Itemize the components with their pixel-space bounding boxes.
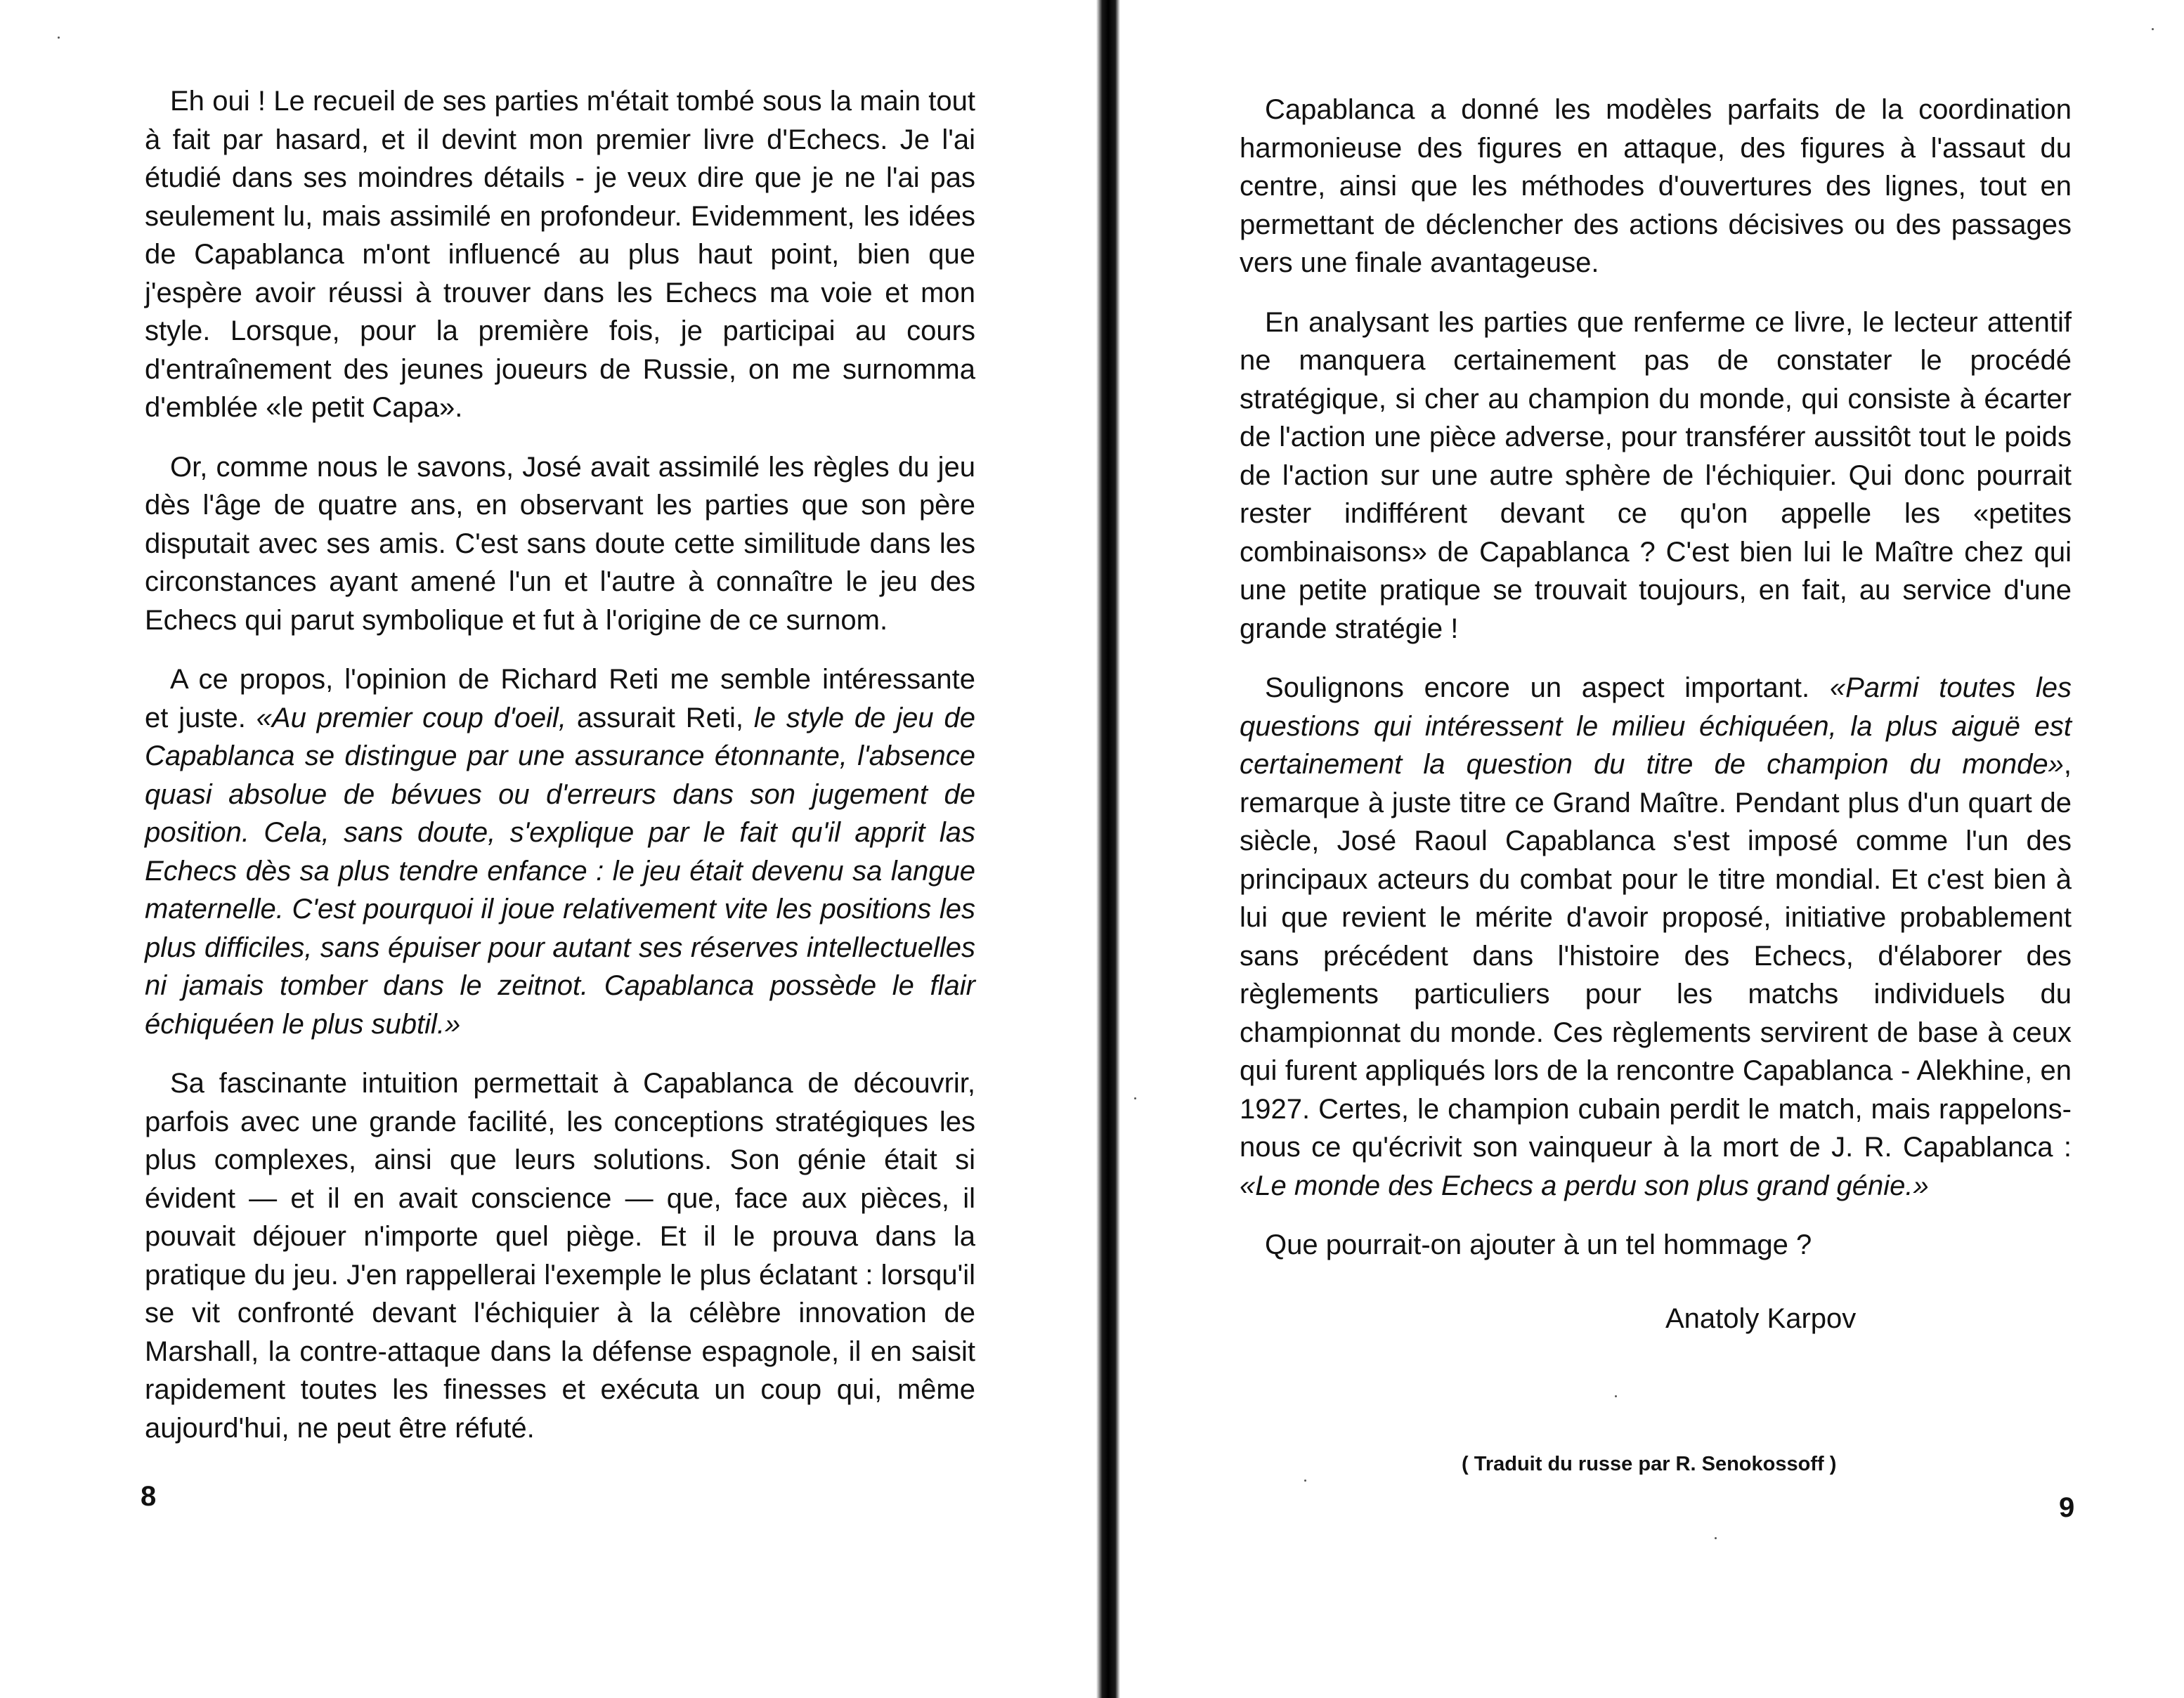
aspect-intro-text: Soulignons encore un aspect important. xyxy=(1265,672,1830,703)
scan-speck xyxy=(2152,28,2154,30)
reti-intro-text: A ce propos, l'opinion de Richard Reti me semble intéressante et juste. xyxy=(145,664,975,733)
scan-speck xyxy=(58,37,60,39)
scan-speck xyxy=(1715,1537,1717,1539)
scan-speck xyxy=(1304,1480,1306,1482)
left-paragraph-3 xyxy=(145,660,975,1043)
left-paragraph-1: Eh oui ! Le recueil de ses parties m'était tombé sous la main tout à fait par hasard, et il devint mon premier livre d'Echecs. Je l'ai étudié dans ses moindres détails - je veux dire que je ne l'ai pas seulement lu, mais assimilé en profondeur. Evidemment, les idées de Capablanca m'ont influencé au plus haut point, bien que j'espère avoir réussi à trouver dans les Echecs ma voie et mon style. Lorsque, pour la première fois, je participai au cours d'entraînement des jeunes joueurs de Russie, on me surnomma d'emblée «le petit Capa». xyxy=(145,86,975,423)
right-paragraph-1: Capablanca a donné les modèles parfaits de la coordination harmonieuse des figures en attaque, des figures à l'assaut du centre, ainsi que les méthodes d'ouvertures des lignes, tout en permettant de déclencher des actions décisives ou des passages vers une finale avantageuse. xyxy=(1240,94,2072,278)
translator-note: ( Traduit du russe par R. Senokossoff ) xyxy=(1462,1453,1837,1475)
author-signature: Anatoly Karpov xyxy=(1665,1303,1857,1334)
scan-speck xyxy=(1134,1097,1136,1099)
right-paragraph-2: En analysant les parties que renferme ce livre, le lecteur attentif ne manquera certainement pas de constater le procédé stratégique, si cher au champion du monde, qui consiste à écarter de l'action une pièce adverse, pour transférer aussitôt tout le poids de l'action sur une autre sphère de l'échiquier. Qui donc pourrait rester indifférent devant ce qu'on appelle les «petites combinaisons» de Capablanca ? C'est bien lui le Maître chez qui une petite pratique se trouvait toujours, en fait, au service d'une grande stratégie ! xyxy=(1240,306,2072,644)
reti-quote-opening: «Au premier coup d'oeil, xyxy=(256,702,566,733)
page-number-left: 8 xyxy=(141,1481,157,1512)
alekhine-quote: «Le monde des Echecs a perdu son plus grand génie.» xyxy=(1240,1170,1929,1201)
left-paragraph-2: Or, comme nous le savons, José avait assimilé les règles du jeu dès l'âge de quatre ans, en observant les parties que son père disputait avec ses amis. C'est sans doute cette similitude dans les circonstances ayant amené l'un et l'autre à connaître le jeu des Echecs qui parut symbolique et fut à l'origine de ce surnom. xyxy=(145,451,975,636)
page-number-right: 9 xyxy=(2059,1492,2075,1523)
left-paragraph-4: Sa fascinante intuition permettait à Capablanca de découvrir, parfois avec une grande facilité, les conceptions stratégiques les plus complexes, ainsi que leurs solutions. Son génie était si évident — et il en avait conscience — que, face aux pièces, il pouvait déjouer n'importe quel piège. Et il le prouva dans la pratique du jeu. J'en rappellerai l'exemple le plus éclatant : lorsqu'il se vit confronté devant l'échiquier à la célèbre innovation de Marshall, la contre-attaque dans la défense espagnole, il en saisit rapidement toutes les finesses et exécuta un coup qui, même aujourd'hui, ne peut être réfuté. xyxy=(145,1068,975,1444)
capablanca-history-text: , remarque à juste titre ce Grand Maître. Pendant plus d'un quart de siècle, José Raoul Capablanca s'est imposé comme l'un des principaux acteurs du combat pour le titre mondial. Et c'est bien à lui que revient le mérite d'avoir proposé, initiative probablement sans précédent dans l'histoire des Echecs, d'élaborer des règlements particuliers pour les matchs individuels du championnat du monde. Ces règlements servirent de base à ceux qui furent appliqués lors de la rencontre Capablanca - Alekhine, en 1927. Certes, le champion cubain perdit le match, mais rappelons-nous ce qu'écrivit son vainqueur à la mort de J. R. Capablanca : xyxy=(1240,749,2072,1163)
left-text-column xyxy=(145,82,975,1447)
reti-attribution: assurait Reti, xyxy=(566,702,754,733)
right-paragraph-4: Que pourrait-on ajouter à un tel hommage ? xyxy=(1265,1229,1812,1260)
right-paragraph-3 xyxy=(1240,669,2072,1205)
book-gutter xyxy=(1096,0,1120,1698)
reti-quote-body: le style de jeu de Capablanca se distingue par une assurance étonnante, l'absence quasi absolue de bévues ou d'erreurs dans son jugement de position. Cela, sans doute, s'explique par le fait qu'il apprit las Echecs dès sa plus tendre enfance : le jeu était devenu sa langue maternelle. C'est pourquoi il joue relativement vite les positions les plus difficiles, sans épuiser pour autant ses réserves intellectuelles ni jamais tomber dans le zeitnot. Capablanca possède le flair échiquéen le plus subtil.» xyxy=(145,702,975,1040)
title-question-quote: «Parmi toutes les questions qui intéressent le milieu échiquéen, la plus aiguë est certainement la question du titre de champion du monde» xyxy=(1240,672,2072,780)
right-text-column xyxy=(1240,91,2072,1265)
scan-speck xyxy=(1615,1395,1617,1397)
